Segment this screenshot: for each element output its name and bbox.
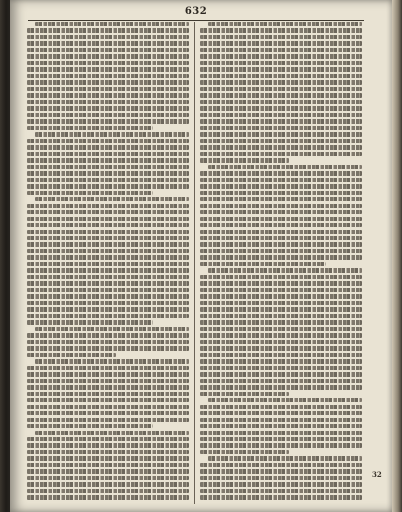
text-line (200, 139, 362, 143)
text-line (27, 443, 189, 447)
text-line (200, 74, 362, 78)
text-line (27, 171, 189, 175)
text-line (27, 405, 189, 409)
text-line (200, 249, 362, 253)
text-line (27, 463, 189, 467)
text-line (200, 48, 362, 52)
text-line (27, 307, 189, 311)
text-line (200, 178, 362, 182)
text-line (27, 210, 189, 214)
text-line (200, 411, 362, 415)
text-line (200, 476, 362, 480)
text-line (200, 87, 362, 91)
text-line (200, 469, 362, 473)
text-line (35, 359, 189, 363)
text-line (35, 132, 189, 136)
text-line (27, 450, 189, 454)
text-line (27, 469, 189, 473)
text-line (27, 262, 189, 266)
text-line (27, 119, 189, 123)
text-line (200, 184, 362, 188)
text-line (200, 431, 362, 435)
text-line (200, 35, 362, 39)
text-line (200, 204, 362, 208)
text-line (27, 249, 189, 253)
text-line (200, 262, 326, 266)
text-line (27, 139, 189, 143)
text-line (200, 340, 362, 344)
text-line (200, 385, 362, 389)
text-line (27, 28, 189, 32)
text-line (27, 242, 189, 246)
text-line (200, 158, 289, 162)
text-line (200, 294, 362, 298)
text-line (27, 495, 189, 499)
right-text-column (200, 22, 362, 504)
text-line (27, 41, 189, 45)
text-line (200, 443, 362, 447)
text-line (27, 424, 153, 428)
text-line (27, 437, 189, 441)
text-line (200, 223, 362, 227)
text-line (200, 320, 362, 324)
text-line (200, 314, 362, 318)
text-line (200, 418, 362, 422)
text-line (200, 281, 362, 285)
text-line (200, 495, 362, 499)
text-line (200, 288, 362, 292)
text-line (200, 405, 362, 409)
text-line (200, 236, 362, 240)
text-line (200, 132, 362, 136)
text-line (27, 236, 189, 240)
text-line (200, 301, 362, 305)
text-line (200, 100, 362, 104)
text-line (27, 113, 189, 117)
text-line (200, 106, 362, 110)
page-edge-shadow (392, 0, 402, 512)
text-line (27, 106, 189, 110)
text-line (200, 359, 362, 363)
text-line (27, 184, 189, 188)
text-line (200, 379, 362, 383)
text-line (27, 353, 116, 357)
text-line (200, 366, 362, 370)
text-line (200, 28, 362, 32)
page-header (28, 6, 364, 21)
text-line (27, 392, 189, 396)
text-line (200, 327, 362, 331)
text-line (35, 22, 189, 26)
text-line (208, 456, 362, 460)
text-line (27, 346, 189, 350)
text-line (200, 346, 362, 350)
text-line (27, 489, 189, 493)
text-line (27, 54, 189, 58)
text-line (27, 100, 189, 104)
text-line (27, 333, 189, 337)
text-line (35, 197, 189, 201)
text-line (27, 80, 189, 84)
text-line (200, 67, 362, 71)
text-line (27, 126, 153, 130)
text-line (27, 191, 153, 195)
text-line (27, 93, 189, 97)
text-line (200, 54, 362, 58)
text-line (27, 398, 189, 402)
text-line (200, 113, 362, 117)
text-line (27, 418, 189, 422)
text-line (27, 145, 189, 149)
text-line (200, 210, 362, 214)
text-line (200, 217, 362, 221)
text-line (208, 165, 362, 169)
text-line (200, 255, 362, 259)
text-line (200, 372, 362, 376)
text-line (27, 314, 189, 318)
text-line (27, 456, 189, 460)
text-line (200, 197, 362, 201)
text-line (27, 366, 189, 370)
text-line (27, 275, 189, 279)
text-line (200, 437, 362, 441)
text-line (27, 385, 189, 389)
text-line (200, 152, 362, 156)
text-line (27, 411, 189, 415)
text-line (200, 41, 362, 45)
text-line (27, 165, 189, 169)
text-line (27, 255, 189, 259)
text-line (27, 230, 189, 234)
page-number: 632 (184, 6, 208, 17)
text-line (200, 307, 362, 311)
text-line (200, 80, 362, 84)
text-line (200, 424, 362, 428)
text-line (27, 204, 189, 208)
text-line (27, 35, 189, 39)
text-line (27, 288, 189, 292)
text-line (200, 230, 362, 234)
text-line (200, 353, 362, 357)
text-line (200, 191, 362, 195)
text-line (27, 223, 189, 227)
text-line (27, 340, 189, 344)
text-line (27, 217, 189, 221)
text-line (27, 482, 189, 486)
text-line (200, 333, 362, 337)
text-line (27, 74, 189, 78)
text-line (27, 476, 189, 480)
text-line (208, 268, 362, 272)
text-line (200, 61, 362, 65)
text-line (27, 372, 189, 376)
text-line (27, 67, 189, 71)
text-line (27, 301, 189, 305)
text-line (27, 268, 189, 272)
text-line (200, 171, 362, 175)
text-line (208, 398, 362, 402)
text-line (27, 178, 189, 182)
text-line (27, 87, 189, 91)
text-line (27, 61, 189, 65)
text-line (200, 126, 362, 130)
text-line (27, 281, 189, 285)
text-line (200, 93, 362, 97)
text-line (27, 294, 189, 298)
text-line (200, 242, 362, 246)
text-line (200, 463, 362, 467)
text-line (35, 431, 189, 435)
text-line (27, 158, 189, 162)
left-text-column (27, 22, 189, 504)
text-line (27, 48, 189, 52)
text-line (200, 145, 362, 149)
margin-mark: 32 (372, 470, 382, 479)
text-line (200, 489, 362, 493)
text-line (27, 152, 189, 156)
text-line (200, 450, 289, 454)
text-line (208, 22, 362, 26)
text-line (200, 119, 362, 123)
text-line (35, 327, 189, 331)
column-divider (194, 22, 195, 504)
text-line (27, 379, 189, 383)
text-line (200, 392, 289, 396)
text-line (200, 275, 362, 279)
text-line (27, 320, 153, 324)
text-line (200, 482, 362, 486)
